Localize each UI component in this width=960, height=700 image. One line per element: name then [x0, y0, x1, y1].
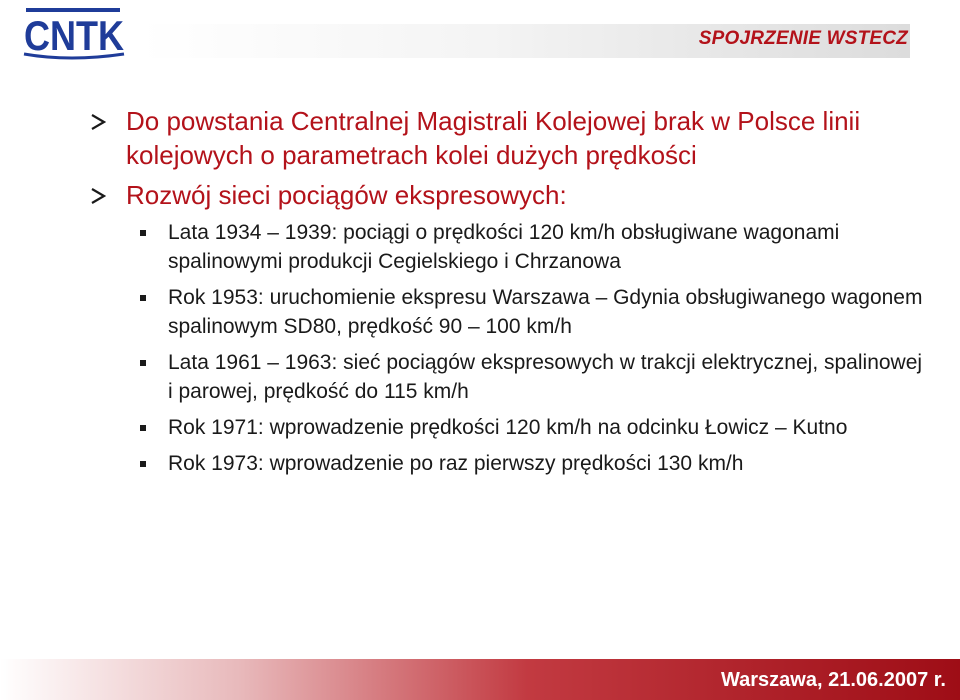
square-bullet-icon [140, 230, 146, 236]
cntk-logo [20, 4, 130, 60]
header-title: SPOJRZENIE WSTECZ [698, 28, 908, 49]
sub-point-3 [132, 348, 930, 406]
sub-point-5 [132, 449, 930, 478]
content-list [90, 104, 930, 485]
square-bullet-icon [140, 425, 146, 431]
sub-point-text: Rok 1953: uruchomienie ekspresu Warszawa – Gdynia obsługiwanego wagonem spalinowym SD80, prędkość 90 – 100 km/h [168, 286, 923, 338]
square-bullet-icon [140, 360, 146, 366]
main-point-2 [90, 178, 930, 212]
sub-point-1 [132, 218, 930, 276]
arrow-bullet-icon [90, 114, 106, 130]
sub-point-text: Rok 1973: wprowadzenie po raz pierwszy prędkości 130 km/h [168, 452, 744, 475]
footer-date: Warszawa, 21.06.2007 r. [721, 669, 946, 691]
logo-text: CNTK [24, 12, 124, 59]
sub-point-text: Lata 1934 – 1939: pociągi o prędkości 120 km/h obsługiwane wagonami spalinowymi produkcji Cegielskiego i Chrzanowa [168, 221, 840, 273]
sub-point-text: Rok 1971: wprowadzenie prędkości 120 km/h na odcinku Łowicz – Kutno [168, 416, 848, 439]
square-bullet-icon [140, 295, 146, 301]
footer-bar [0, 659, 960, 700]
main-point-2-text: Rozwój sieci pociągów ekspresowych: [126, 180, 567, 210]
sub-point-2 [132, 283, 930, 341]
arrow-bullet-icon [90, 188, 106, 204]
sub-point-4 [132, 413, 930, 442]
main-point-1-text: Do powstania Centralnej Magistrali Kolejowej brak w Polsce linii kolejowych o parametrach kolei dużych prędkości [126, 106, 861, 170]
square-bullet-icon [140, 461, 146, 467]
sub-point-text: Lata 1961 – 1963: sieć pociągów ekspresowych w trakcji elektrycznej, spalinowej i parowej, prędkość do 115 km/h [168, 351, 923, 403]
main-point-1 [90, 104, 930, 172]
